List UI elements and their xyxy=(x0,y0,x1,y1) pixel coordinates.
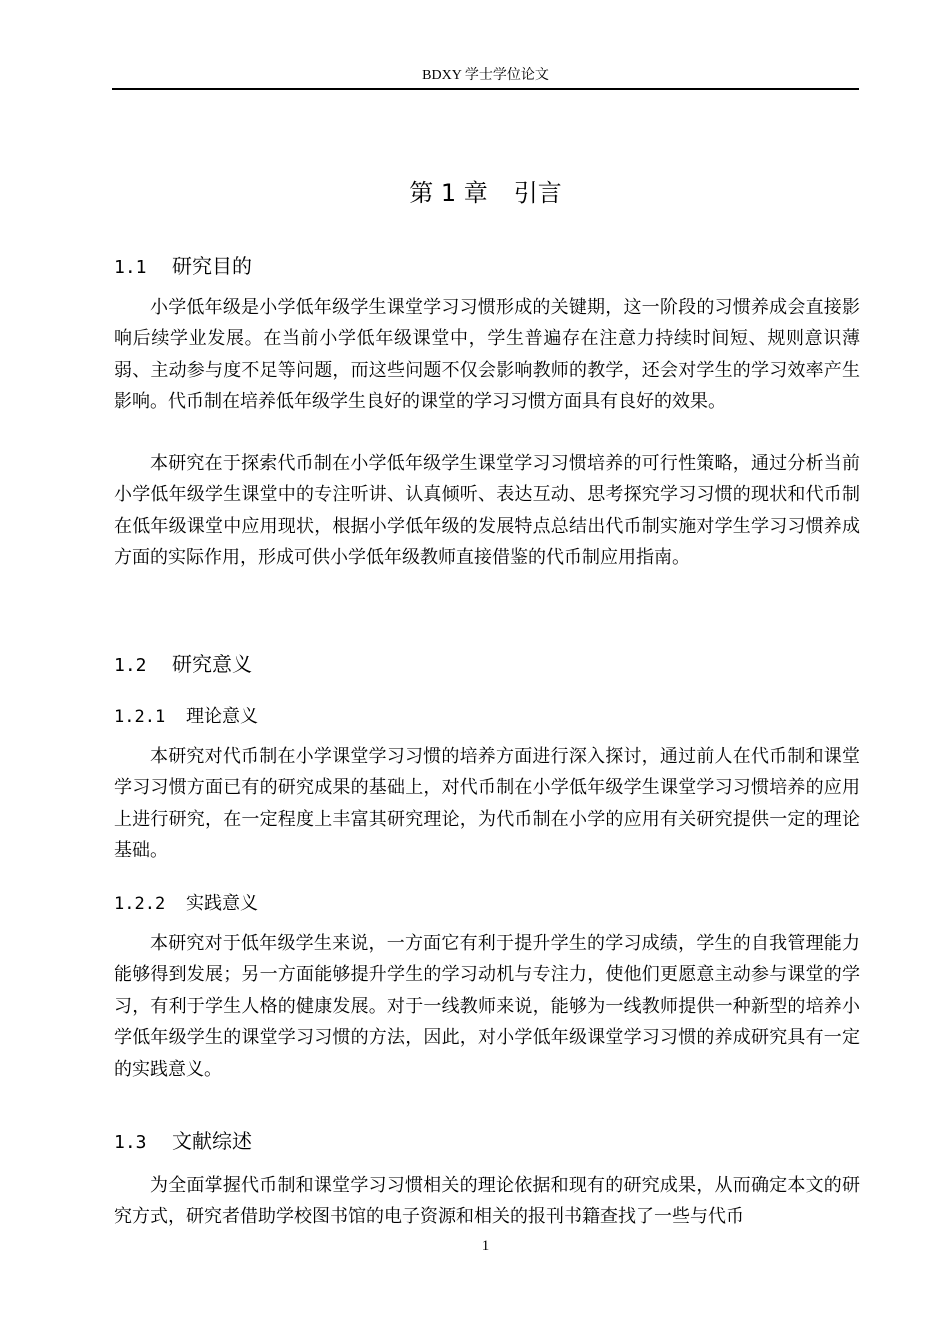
chapter-number: 第 1 章 xyxy=(409,179,488,207)
subsection-number: 1.2.1 xyxy=(114,707,166,727)
subsection-title: 理论意义 xyxy=(186,706,258,727)
subsection-title: 实践意义 xyxy=(186,893,258,914)
chapter-title xyxy=(112,176,859,210)
chapter-title-text: 引言 xyxy=(513,179,562,207)
section-heading-1-1 xyxy=(114,252,252,282)
running-header: BDXY 学士学位论文 xyxy=(422,68,549,83)
paragraph: 本研究对代币制在小学课堂学习习惯的培养方面进行深入探讨，通过前人在代币制和课堂学习习惯方面已有的研究成果的基础上，对代币制在小学低年级学生课堂学习习惯培养的应用上进行研究，在一定程度上丰富其研究理论，为代币制在小学的应用有关研究提供一定的理论基础。 xyxy=(114,746,860,862)
paragraph: 本研究在于探索代币制在小学低年级学生课堂学习习惯培养的可行性策略，通过分析当前小学低年级学生课堂中的专注听讲、认真倾听、表达互动、思考探究学习习惯的现状和代币制在低年级课堂中应用现状，根据小学低年级的发展特点总结出代币制实施对学生学习习惯养成方面的实际作用，形成可供小学低年级教师直接借鉴的代币制应用指南。 xyxy=(114,453,860,569)
section-heading-1-3 xyxy=(114,1127,252,1157)
page-number: 1 xyxy=(481,1238,490,1254)
paragraph: 为全面掌握代币制和课堂学习习惯相关的理论依据和现有的研究成果，从而确定本文的研究方式，研究者借助学校图书馆的电子资源和相关的报刊书籍查找了一些与代币 xyxy=(114,1175,860,1228)
subsection-number: 1.2.2 xyxy=(114,894,166,914)
section-number: 1.3 xyxy=(114,1132,147,1153)
section-heading-1-2 xyxy=(114,650,252,680)
subsection-heading-1-2-1 xyxy=(114,704,258,730)
section-number: 1.1 xyxy=(114,257,147,278)
section-title: 研究目的 xyxy=(172,254,252,278)
section-number: 1.2 xyxy=(114,655,147,676)
header-rule xyxy=(112,88,859,90)
section-title: 研究意义 xyxy=(172,652,252,676)
paragraph: 本研究对于低年级学生来说，一方面它有利于提升学生的学习成绩，学生的自我管理能力能够得到发展；另一方面能够提升学生的学习动机与专注力，使他们更愿意主动参与课堂的学习，有利于学生人格的健康发展。对于一线教师来说，能够为一线教师提供一种新型的培养小学低年级学生的课堂学习习惯的方法，因此，对小学低年级课堂学习习惯的养成研究具有一定的实践意义。 xyxy=(114,933,860,1080)
subsection-heading-1-2-2 xyxy=(114,891,258,917)
section-title: 文献综述 xyxy=(172,1129,252,1153)
paragraph: 小学低年级是小学低年级学生课堂学习习惯形成的关键期，这一阶段的习惯养成会直接影响后续学业发展。在当前小学低年级课堂中，学生普遍存在注意力持续时间短、规则意识薄弱、主动参与度不足等问题，而这些问题不仅会影响教师的教学，还会对学生的学习效率产生影响。代币制在培养低年级学生良好的课堂的学习习惯方面具有良好的效果。 xyxy=(114,297,860,413)
